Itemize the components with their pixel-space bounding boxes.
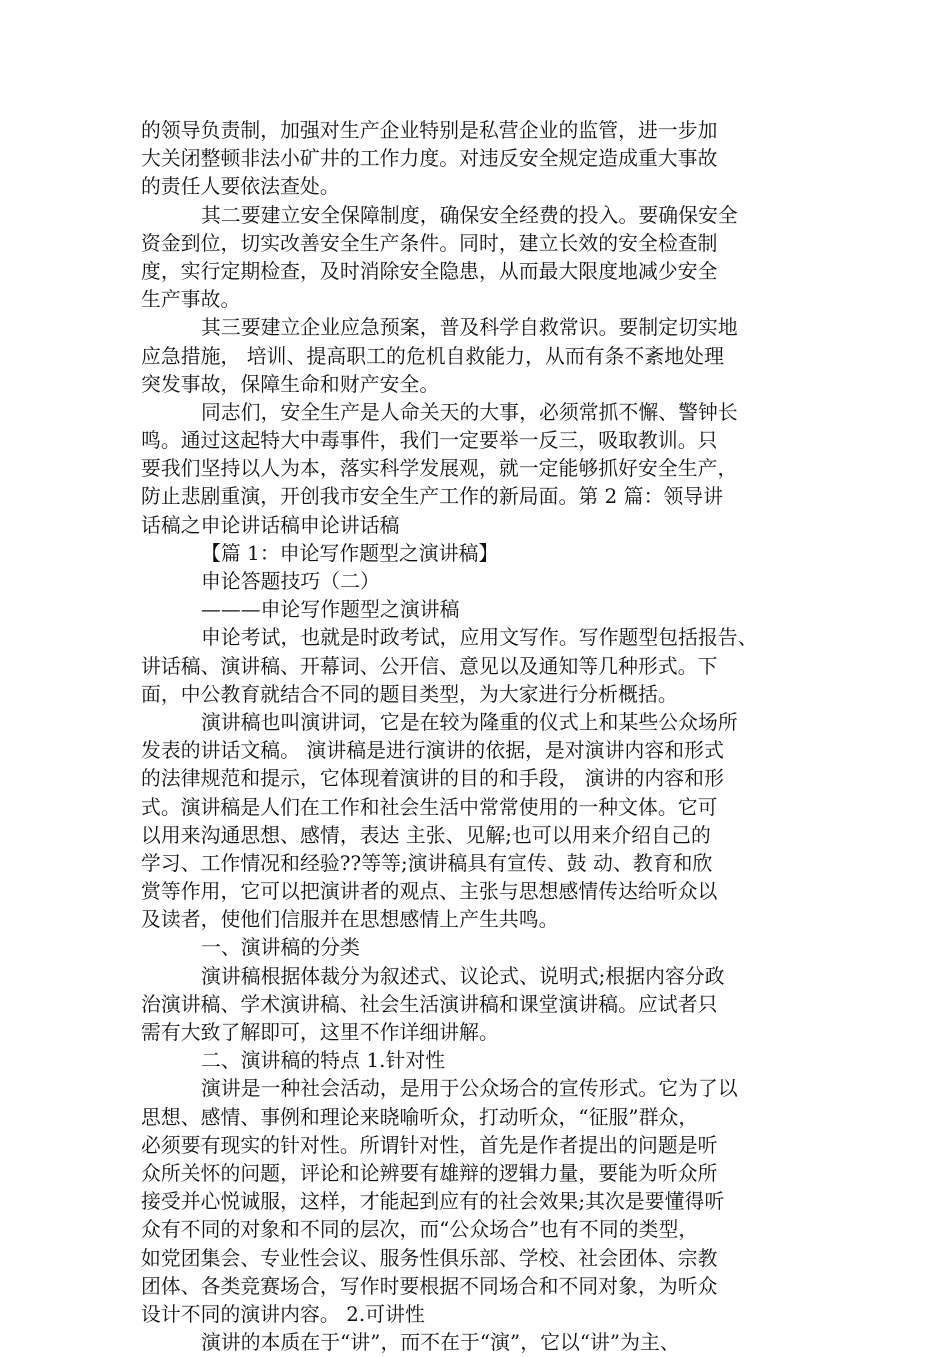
text-line: 团体、各类竞赛场合，写作时要根据不同场合和不同对象，为听众: [141, 1274, 718, 1298]
text-line: 的责任人要依法查处。: [141, 175, 340, 199]
text-line: 演讲是一种社会活动，是用于公众场合的宣传形式。它为了以: [201, 1077, 738, 1101]
text-line: 其二要建立安全保障制度，确保安全经费的投入。要确保安全: [201, 203, 738, 227]
text-line: 大关闭整顿非法小矿井的工作力度。对违反安全规定造成重大事故: [141, 147, 718, 171]
text-line: ———申论写作题型之演讲稿: [201, 598, 460, 622]
text-line: 演讲稿根据体裁分为叙述式、议论式、说明式;根据内容分政: [201, 964, 725, 988]
text-line: 需有大致了解即可，这里不作详细讲解。: [141, 1021, 499, 1044]
text-line: 讲话稿、演讲稿、开幕词、公开信、意见以及通知等几种形式。下: [141, 654, 718, 678]
text-line: 面，中公教育就结合不同的题目类型，为大家进行分析概括。: [141, 682, 678, 706]
text-line: 赏等作用，它可以把演讲者的观点、主张与思想感情传达给听众以: [141, 880, 718, 904]
text-line: 及读者，使他们信服并在思想感情上产生共鸣。: [141, 908, 559, 932]
text-line: 同志们，安全生产是人命关天的大事，必须常抓不懈、警钟长: [201, 400, 738, 424]
text-line: 二、演讲稿的特点 1.针对性: [201, 1049, 446, 1073]
text-line: 学习、工作情况和经验??等等;演讲稿具有宣传、鼓 动、教育和欣: [141, 851, 713, 875]
text-line: 治演讲稿、学术演讲稿、社会生活演讲稿和课堂演讲稿。应试者只: [141, 992, 718, 1016]
text-line: 式。演讲稿是人们在工作和社会生活中常常使用的一种文体。它可: [141, 795, 718, 819]
text-line: 生产事故。: [141, 288, 241, 312]
document-body: [141, 117, 821, 1357]
text-line: 设计不同的演讲内容。 2.可讲性: [141, 1302, 425, 1326]
text-line: 演讲稿也叫演讲词，它是在较为隆重的仪式上和某些公众场所: [201, 710, 738, 734]
text-line: 应急措施， 培训、提高职工的危机自救能力，从而有条不紊地处理: [141, 344, 724, 368]
text-line: 防止悲剧重演，开创我市安全生产工作的新局面。第 2 篇：领导讲: [141, 485, 724, 509]
text-line: 其三要建立企业应急预案，普及科学自救常识。要制定切实地: [201, 316, 738, 340]
text-line: 话稿之申论讲话稿申论讲话稿: [141, 513, 400, 537]
text-line: 思想、感情、事例和理论来晓喻听众，打动听众，“征服”群众，: [141, 1105, 699, 1129]
text-line: 演讲的本质在于“讲”，而不在于“演”，它以“讲”为主、: [201, 1331, 680, 1355]
text-line: 度，实行定期检查，及时消除安全隐患，从而最大限度地减少安全: [141, 259, 718, 283]
text-line: 突发事故，保障生命和财产安全。: [141, 372, 440, 396]
text-line: 要我们坚持以人为本，落实科学发展观，就一定能够抓好安全生产，: [141, 457, 738, 481]
text-line: 如党团集会、专业性会议、服务性俱乐部、学校、社会团体、宗教: [141, 1246, 718, 1270]
text-line: 发表的讲话文稿。 演讲稿是进行演讲的依据，是对演讲内容和形式: [141, 739, 724, 763]
text-line: 的法律规范和提示，它体现着演讲的目的和手段， 演讲的内容和形: [141, 767, 724, 791]
text-line: 申论答题技巧（二）: [201, 570, 380, 593]
text-line: 鸣。通过这起特大中毒事件，我们一定要举一反三，吸取教训。只: [141, 429, 718, 453]
text-line: 资金到位，切实改善安全生产条件。同时，建立长效的安全检查制: [141, 231, 718, 255]
text-line: 接受并心悦诚服，这样，才能起到应有的社会效果;其次是要懂得听: [141, 1190, 725, 1214]
text-line: 一、演讲稿的分类: [201, 936, 361, 960]
text-line: 以用来沟通思想、感情，表达 主张、见解;也可以用来介绍自己的: [141, 823, 711, 847]
text-line: 的领导负责制，加强对生产企业特别是私营企业的监管，进一步加: [141, 119, 718, 142]
text-line: 众所关怀的问题，评论和论辨要有雄辩的逻辑力量，要能为听众所: [141, 1161, 718, 1185]
text-line: 众有不同的对象和不同的层次，而“公众场合”也有不同的类型，: [141, 1218, 699, 1242]
text-line: 申论考试，也就是时政考试，应用文写作。写作题型包括报告、: [201, 626, 758, 650]
text-line: 【篇 1：申论写作题型之演讲稿】: [201, 541, 499, 565]
text-line: 必须要有现实的针对性。所谓针对性，首先是作者提出的问题是听: [141, 1133, 718, 1157]
